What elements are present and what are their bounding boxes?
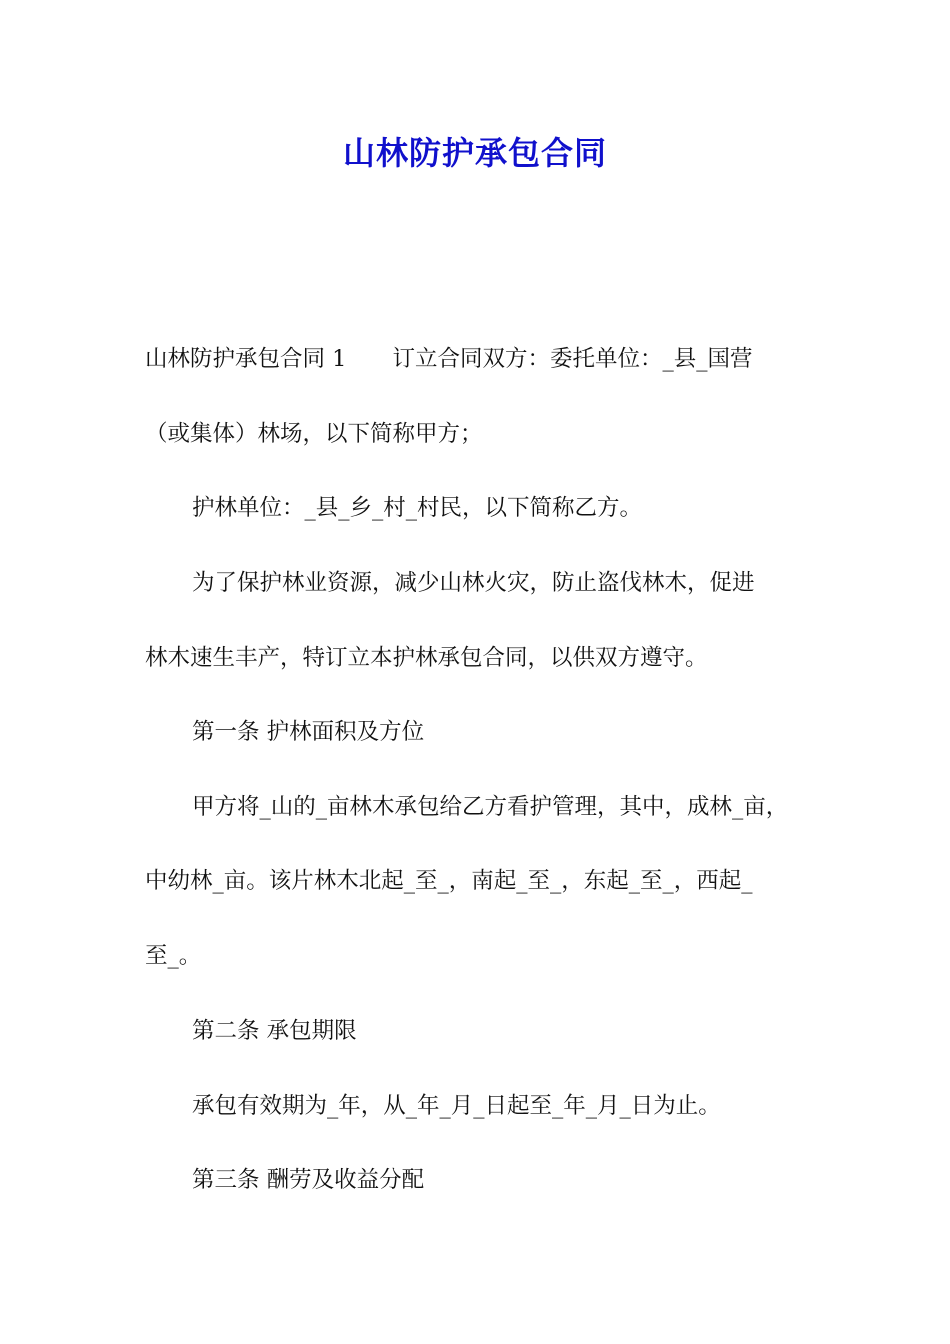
contract-heading: 山林防护承包合同 1: [145, 346, 347, 372]
parties-intro: 订立合同双方：委托单位：_县_国营: [392, 346, 753, 372]
section-heading-1: 第一条 护林面积及方位: [192, 719, 425, 745]
paragraph-line-7: 甲方将_山的_亩林木承包给乙方看护管理，其中，成林_亩，: [192, 794, 789, 820]
paragraph-line-8: 中幼林_亩。该片林木北起_至_，南起_至_，东起_至_，西起_: [145, 868, 753, 894]
paragraph-line-1: [145, 341, 835, 377]
section-heading-3: 第三条 酬劳及收益分配: [192, 1167, 425, 1193]
paragraph-line-3: 护林单位：_县_乡_村_村民，以下简称乙方。: [192, 495, 643, 521]
paragraph-line-4: 为了保护林业资源，减少山林火灾，防止盗伐林木，促进: [192, 570, 755, 596]
paragraph-line-2: （或集体）林场，以下简称甲方；: [145, 421, 483, 447]
paragraph-line-11: 承包有效期为_年，从_年_月_日起至_年_月_日为止。: [192, 1093, 721, 1119]
section-heading-2: 第二条 承包期限: [192, 1018, 357, 1044]
document-title: 山林防护承包合同: [342, 134, 607, 172]
paragraph-line-5: 林木速生丰产，特订立本护林承包合同，以供双方遵守。: [145, 645, 708, 671]
paragraph-line-9: 至_。: [145, 943, 202, 969]
